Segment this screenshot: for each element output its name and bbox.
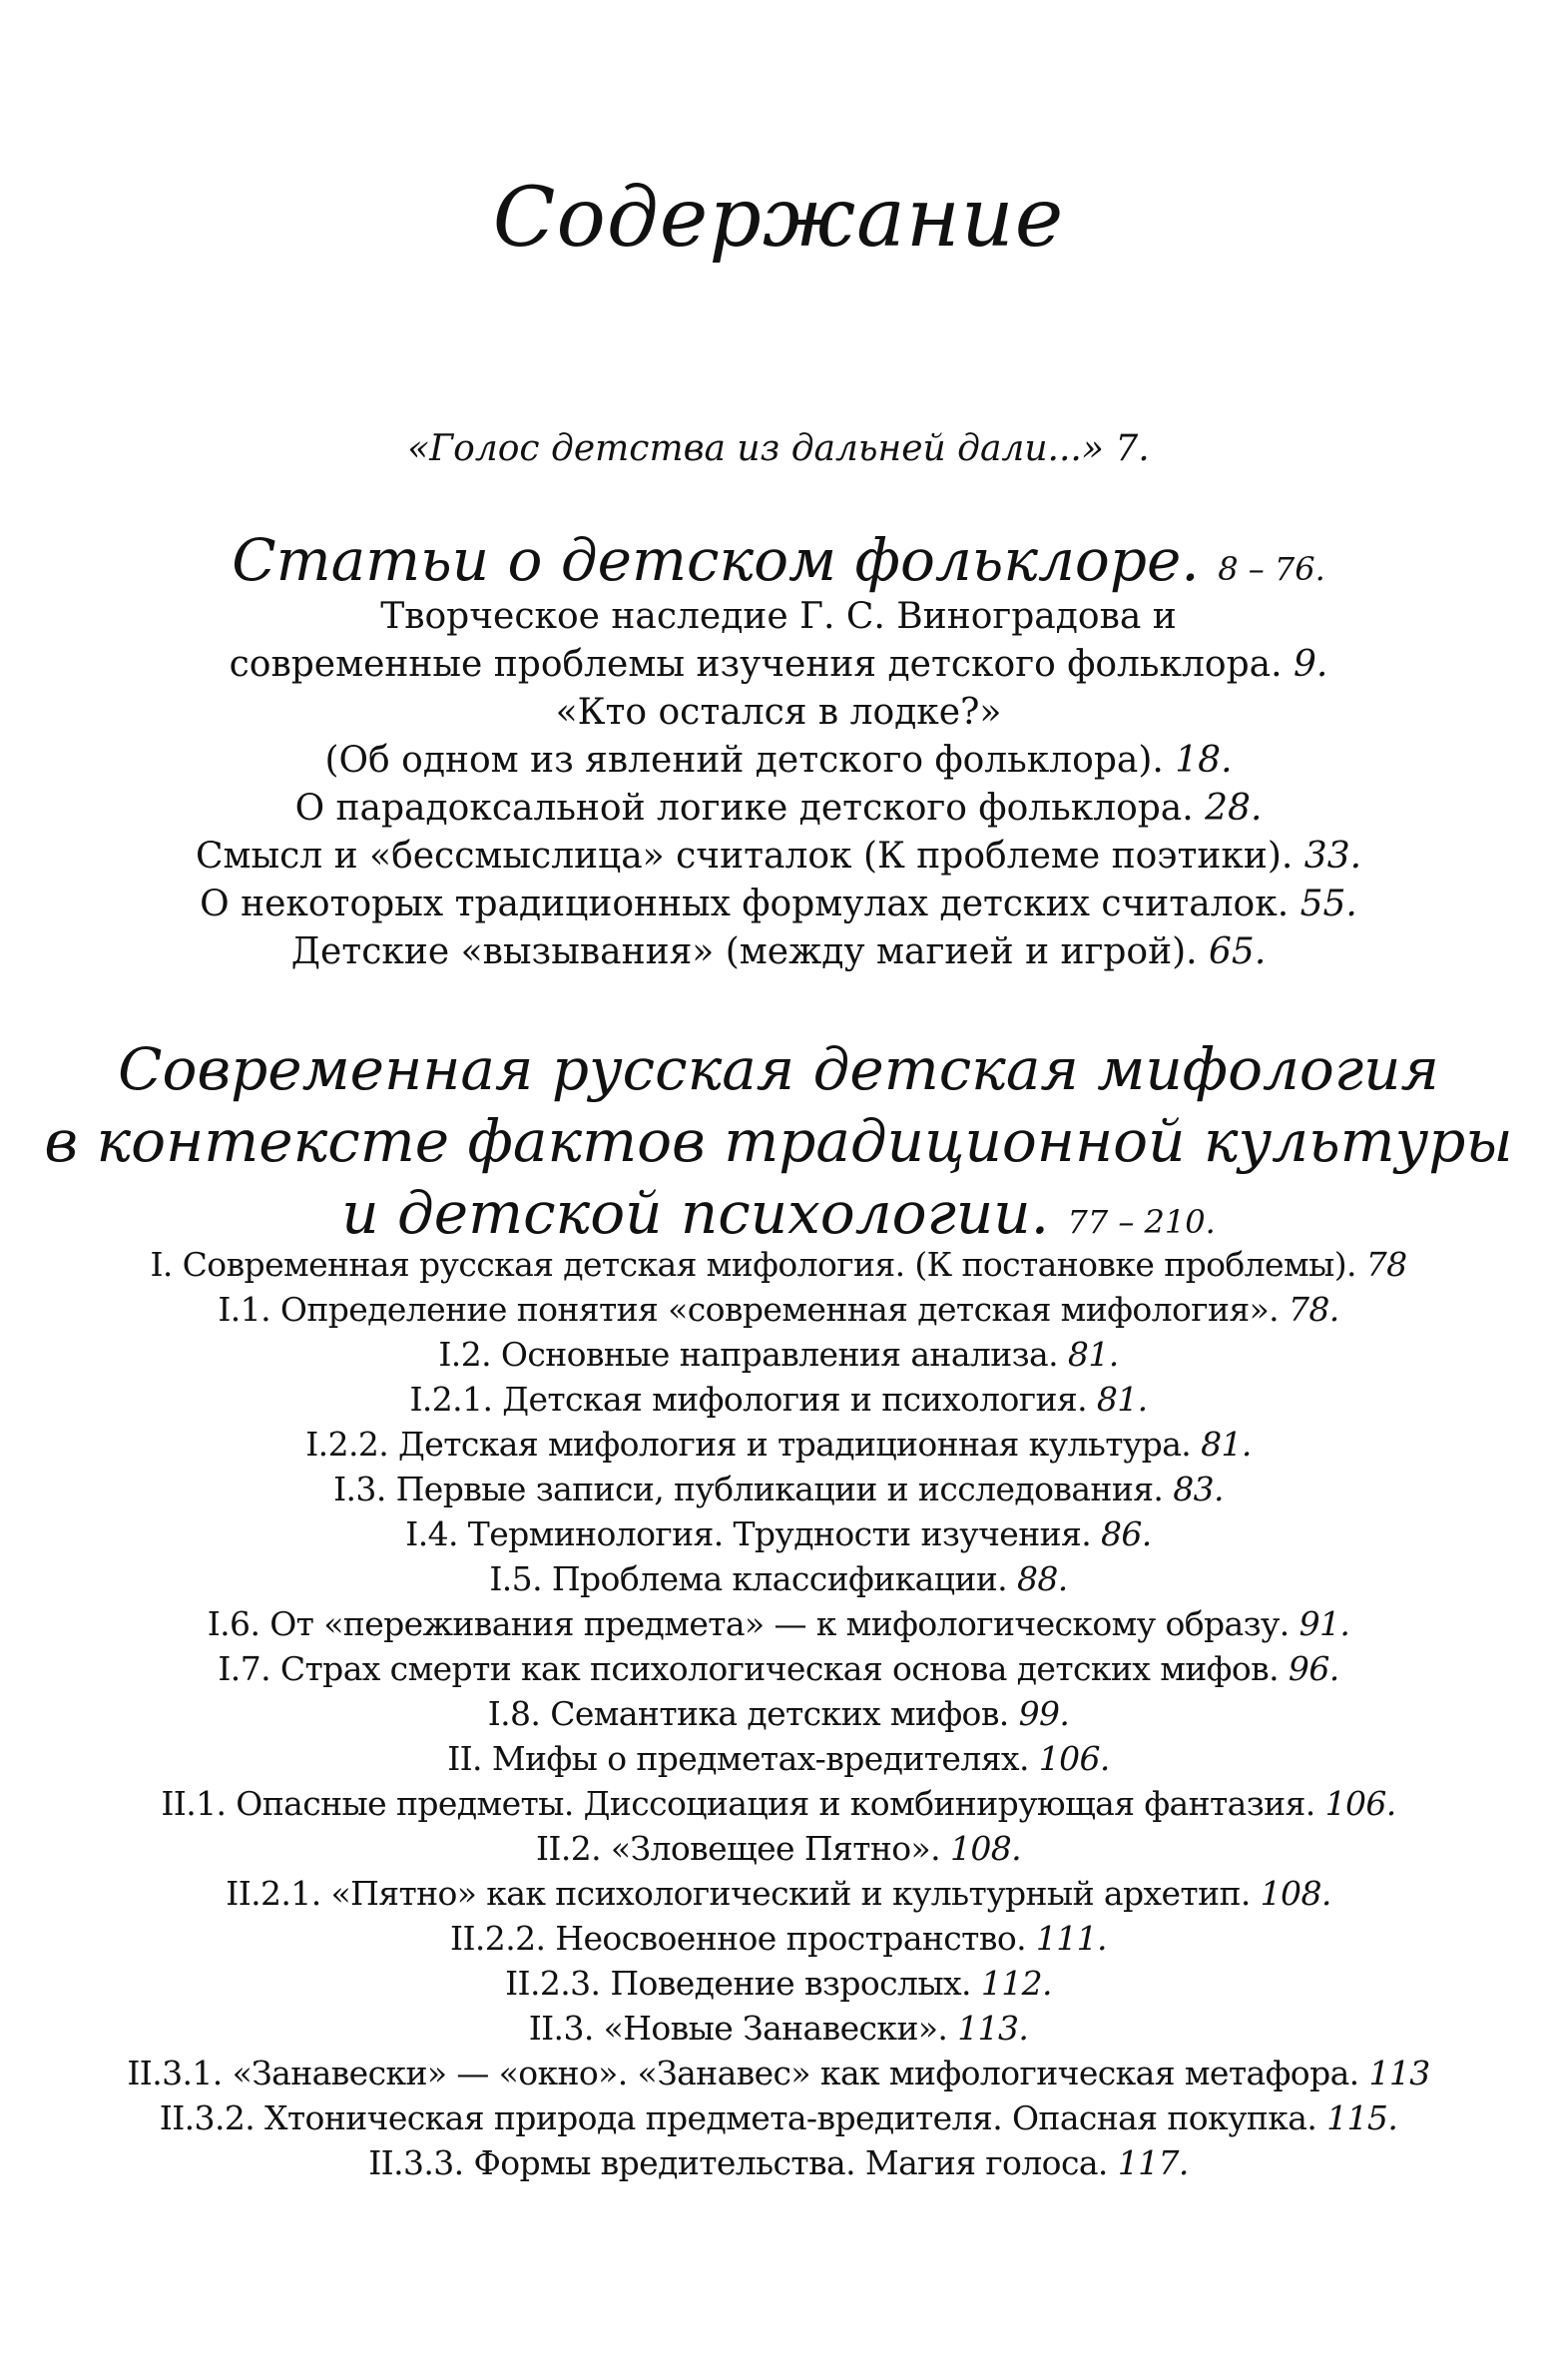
toc-entry: О некоторых традиционных формулах детских считалок. 55. — [200, 884, 1357, 924]
toc-entry: II.2.3. Поведение взрослых. 112. — [505, 1964, 1052, 2003]
section-2-heading-line: и детской психологии. — [341, 1179, 1050, 1247]
epigraph-text: «Голос детства из дальней дали...» — [407, 428, 1104, 469]
section-2-heading-line: в контексте фактов традиционной культуры — [44, 1107, 1513, 1175]
epigraph-entry — [0, 428, 1557, 469]
toc-entry: II.3. «Новые Занавески». 113. — [528, 2009, 1029, 2048]
toc-entry: II. Мифы о предметах-вредителях. 106. — [447, 1739, 1110, 1778]
toc-entry: II.2.2. Неосвоенное пространство. 111. — [450, 1919, 1107, 1958]
toc-entry: II.3.2. Хтоническая природа предмета-вредителя. Опасная покупка. 115. — [159, 2098, 1398, 2137]
toc-entry: I.3. Первые записи, публикации и исследования. 83. — [333, 1470, 1224, 1508]
section-1-pages: 8 – 76. — [1218, 550, 1325, 588]
toc-entry: II.2. «Зловещее Пятно». 108. — [535, 1829, 1022, 1868]
toc-entry: I.7. Страх смерти как психологическая основа детских мифов. 96. — [218, 1649, 1339, 1688]
page-title: Содержание — [492, 171, 1065, 266]
toc-entry: I.8. Семантика детских мифов. 99. — [487, 1694, 1070, 1733]
toc-entry: I. Современная русская детская мифология. (К постановке проблемы). 78 — [150, 1245, 1407, 1284]
toc-entry: (Об одном из явлений детского фольклора). 18. — [324, 740, 1233, 781]
toc-entry: современные проблемы изучения детского фольклора. 9. — [229, 644, 1328, 685]
toc-entry: I.2.2. Детская мифология и традиционная культура. 81. — [305, 1425, 1252, 1464]
toc-entry: II.3.3. Формы вредительства. Магия голоса. 117. — [368, 2143, 1189, 2182]
toc-entry: II.2.1. «Пятно» как психологический и культурный архетип. 108. — [226, 1874, 1331, 1913]
toc-entry: Творческое наследие Г. С. Виноградова и — [380, 596, 1177, 637]
toc-entry: О парадоксальной логике детского фольклора. 28. — [294, 788, 1263, 829]
toc-entry: I.6. От «переживания предмета» — к мифологическому образу. 91. — [207, 1604, 1350, 1643]
toc-entry: I.2.1. Детская мифология и психология. 81. — [409, 1380, 1148, 1419]
toc-entry: I.1. Определение понятия «современная детская мифология». 78. — [218, 1290, 1339, 1329]
epigraph-page: 7. — [1115, 428, 1150, 469]
section-2-heading — [0, 1179, 1557, 1247]
toc-entry: II.3.1. «Занавески» — «окно». «Занавес» как мифологическая метафора. 113 — [127, 2054, 1430, 2092]
toc-entry: Детские «вызывания» (между магией и игрой). 65. — [290, 931, 1267, 972]
toc-entry: I.5. Проблема классификации. 88. — [489, 1559, 1068, 1598]
toc-entry: II.1. Опасные предметы. Диссоциация и комбинирующая фантазия. 106. — [161, 1784, 1396, 1823]
toc-entry: «Кто остался в лодке?» — [555, 692, 1002, 733]
section-2-heading-line: Современная русская детская мифология — [118, 1035, 1439, 1103]
section-1-heading-line: Статьи о детском фольклоре. — [232, 526, 1200, 594]
toc-entry: I.4. Терминология. Трудности изучения. 86. — [405, 1514, 1152, 1553]
section-2-pages: 77 – 210. — [1067, 1203, 1216, 1241]
section-1-heading — [0, 526, 1557, 594]
toc-entry: I.2. Основные направления анализа. 81. — [438, 1335, 1119, 1374]
toc-entry: Смысл и «бессмыслица» считалок (К проблеме поэтики). 33. — [195, 836, 1362, 877]
